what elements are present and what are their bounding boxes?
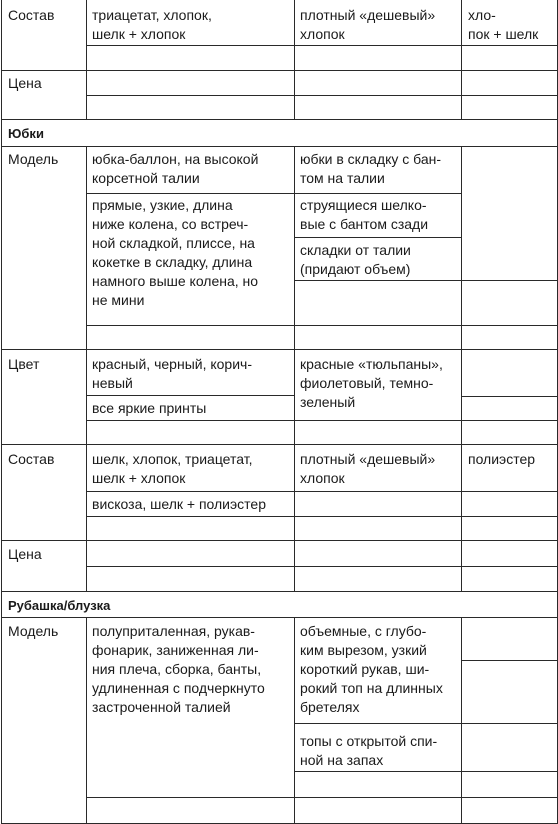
grid-line xyxy=(86,95,558,96)
grid-line xyxy=(86,193,462,194)
cell-text: складки от талии xyxy=(300,242,411,258)
cell-text: короткий рукав, ши- xyxy=(300,661,430,677)
grid-line xyxy=(1,540,558,541)
grid-line xyxy=(86,566,558,567)
cell-text: удлиненная с подчеркнуто xyxy=(92,680,265,696)
grid-line xyxy=(294,723,558,724)
grid-line xyxy=(86,797,558,798)
cell-text: не мини xyxy=(92,292,145,308)
section-heading: Юбки xyxy=(8,126,44,141)
grid-line xyxy=(86,325,558,326)
grid-line xyxy=(86,349,87,445)
cell-text: ким вырезом, узкий xyxy=(300,642,427,658)
grid-line xyxy=(86,516,558,517)
grid-line xyxy=(294,349,295,445)
row-label: Модель xyxy=(8,151,59,167)
cell-text: невый xyxy=(92,375,133,391)
cell-text: юбки в складку с бан- xyxy=(300,151,442,167)
cell-text: намного выше колена, но xyxy=(92,273,259,289)
grid-line xyxy=(461,617,462,824)
cell-text: вые с бантом сзади xyxy=(300,216,429,232)
grid-line xyxy=(461,146,462,350)
cell-text: струящиеся шелко- xyxy=(300,197,427,213)
cell-text: хлопок xyxy=(300,470,345,486)
row-label: Состав xyxy=(8,7,55,23)
cell-text: бретелях xyxy=(300,699,360,715)
grid-line xyxy=(294,280,558,281)
grid-line xyxy=(294,237,462,238)
grid-line xyxy=(1,119,558,120)
cell-text: ной складкой, плиссе, на xyxy=(92,235,255,251)
grid-line xyxy=(1,591,558,592)
cell-text: хло- xyxy=(468,7,496,23)
row-label: Состав xyxy=(8,451,55,467)
cell-text: фонарик, заниженная ли- xyxy=(92,642,259,658)
row-label: Цена xyxy=(8,75,42,91)
row-label: Цвет xyxy=(8,356,40,372)
grid-line xyxy=(86,146,87,350)
grid-line xyxy=(461,0,462,71)
cell-text: кокетке в складку, длина xyxy=(92,254,253,270)
grid-line xyxy=(461,444,462,541)
grid-line xyxy=(294,617,295,824)
grid-line xyxy=(461,396,558,397)
grid-line xyxy=(461,349,462,445)
cell-text: объемные, с глубо- xyxy=(300,623,427,639)
cell-text: прямые, узкие, длина xyxy=(92,197,233,213)
section-heading: Рубашка/блузка xyxy=(8,598,111,613)
grid-line xyxy=(86,0,87,71)
grid-line xyxy=(86,420,558,421)
grid-line xyxy=(294,146,295,350)
cell-text: шелк + хлопок xyxy=(92,26,186,42)
cell-text: застроченной талией xyxy=(92,699,231,715)
cell-text: красный, черный, корич- xyxy=(92,356,252,372)
cell-text: красные «тюльпаны», xyxy=(300,356,443,372)
cell-text: пок + шелк xyxy=(468,26,539,42)
cell-text: шелк + хлопок xyxy=(92,470,186,486)
grid-line xyxy=(1,444,558,445)
cell-text: юбка-баллон, на высокой xyxy=(92,151,259,167)
cell-text: все яркие принты xyxy=(92,400,207,416)
cell-text: ниже колена, со встреч- xyxy=(92,216,249,232)
grid-line xyxy=(1,146,558,147)
cell-text: топы с открытой спи- xyxy=(300,733,438,749)
grid-line xyxy=(1,70,558,71)
grid-line xyxy=(294,444,295,541)
cell-text: ной на запах xyxy=(300,752,384,768)
cell-text: том на талии xyxy=(300,170,385,186)
grid-line xyxy=(1,0,2,824)
cell-text: полуприталенная, рукав- xyxy=(92,623,255,639)
grid-line xyxy=(294,0,295,71)
grid-line xyxy=(1,349,558,350)
cell-text: ния плеча, сборка, банты, xyxy=(92,661,262,677)
cell-text: хлопок xyxy=(300,26,345,42)
grid-line xyxy=(86,395,295,396)
cell-text: плотный «дешевый» xyxy=(300,7,436,23)
cell-text: шелк, хлопок, триацетат, xyxy=(92,451,253,467)
grid-line xyxy=(294,771,558,772)
grid-line xyxy=(86,444,87,541)
grid-line xyxy=(86,617,87,824)
row-label: Модель xyxy=(8,623,59,639)
cell-text: плотный «дешевый» xyxy=(300,451,436,467)
grid-line xyxy=(86,491,558,492)
grid-line xyxy=(461,660,558,661)
cell-text: зеленый xyxy=(300,394,356,410)
grid-line xyxy=(86,45,558,46)
row-label: Цена xyxy=(8,546,42,562)
cell-text: полиэстер xyxy=(468,451,536,467)
cell-text: фиолетовый, темно- xyxy=(300,375,434,391)
grid-line xyxy=(1,617,558,618)
cell-text: корсетной талии xyxy=(92,170,200,186)
cell-text: триацетат, хлопок, xyxy=(92,7,212,23)
cell-text: вискоза, шелк + полиэстер xyxy=(92,496,266,512)
cell-text: рокий топ на длинных xyxy=(300,680,443,696)
cell-text: (придают объем) xyxy=(300,261,411,277)
